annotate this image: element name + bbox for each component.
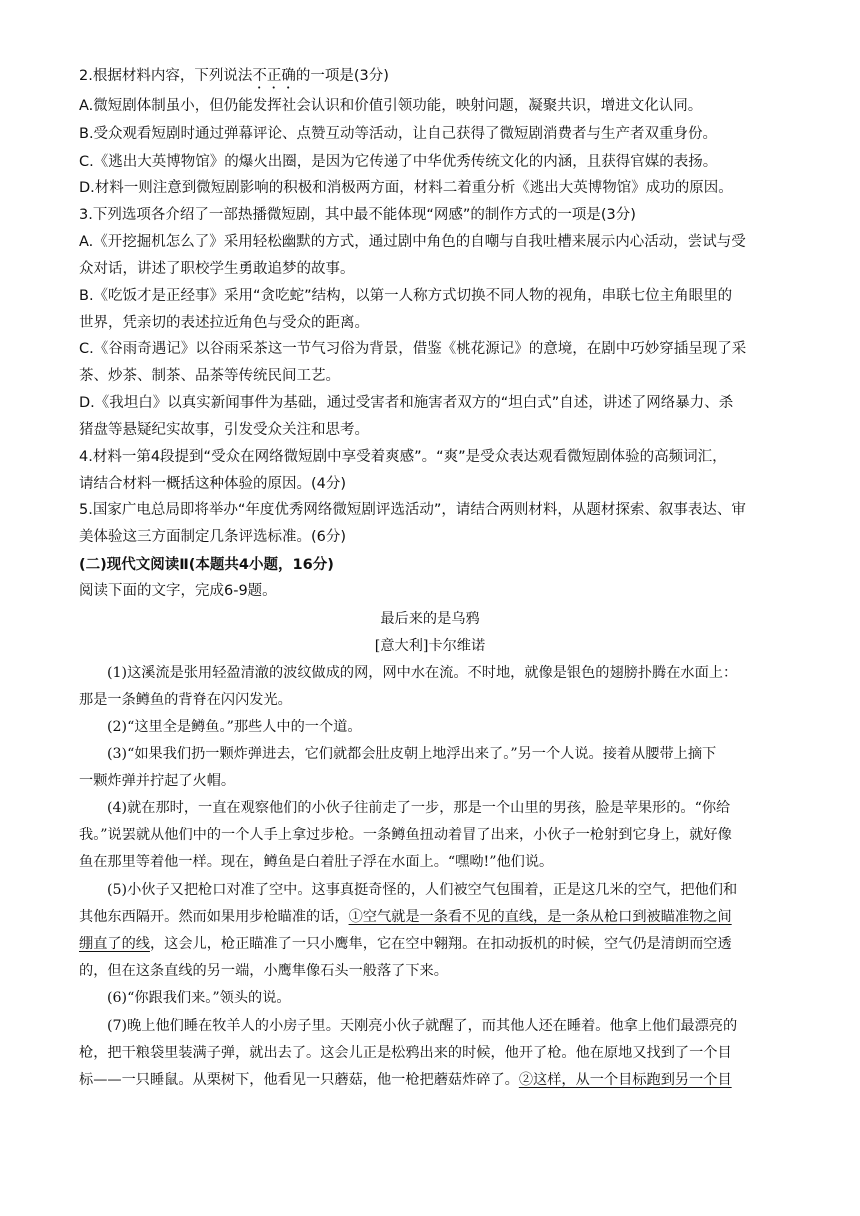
story-paragraph-5-line4: 的，但在这条直线的另一端，小鹰隼像石头一般落了下来。 (79, 963, 448, 979)
story-paragraph-1-line2: 那是一条鳟鱼的背脊在闪闪发光。 (79, 692, 292, 708)
question-5-line1: 5.国家广电总局即将举办“年度优秀网络微短剧评选活动”，请结合两则材料，从题材探索、叙事表达、审 (79, 502, 746, 518)
story-paragraph-3-line2: 一颗炸弹并拧起了火帽。 (79, 773, 236, 789)
section-instruction: 阅读下面的文字，完成6-9题。 (79, 583, 277, 599)
story-paragraph-4-line1: (4)就在那时，一直在观察他们的小伙子往前走了一步，那是一个山里的男孩，脸是苹果形的。“你给 (107, 800, 731, 816)
story-paragraph-7-line2: 枪，把干粮袋里装满子弹，就出去了。这会儿正是松鸦出来的时候，他开了枪。他在原地又找到了一个目 (79, 1045, 732, 1061)
story-author: [意大利]卡尔维诺 (374, 638, 486, 654)
story-paragraph-5-line2: 其他东西隔开。然而如果用步枪瞄准的话，①空气就是一条看不见的直线，是一条从枪口到被瞄准物之间 (79, 909, 732, 925)
story-paragraph-3-line1: (3)“如果我们扔一颗炸弹进去，它们就都会肚皮朝上地浮出来了。”另一个人说。接着从腰带上摘下 (107, 746, 717, 762)
story-paragraph-2: (2)“这里全是鳟鱼。”那些人中的一个道。 (107, 719, 362, 735)
q3-option-a-line1: A.《开挖掘机怎么了》采用轻松幽默的方式，通过剧中角色的自嘲与自我吐槽来展示内心活动，尝试与受 (79, 234, 746, 250)
underlined-sentence-1: ①空气就是一条看不见的直线，是一条从枪口到被瞄准物之间 (348, 909, 732, 925)
story-paragraph-7-line3: 标——一只睡鼠。从栗树下，他看见一只蘑菇，他一枪把蘑菇炸碎了。②这样，从一个目标跑到另一个目 (79, 1072, 732, 1088)
story-paragraph-1-line1: (1)这溪流是张用轻盈清澈的波纹做成的网，网中水在流。不时地，就像是银色的翅膀扑腾在水面上： (107, 665, 738, 681)
section-heading: (二)现代文阅读Ⅱ(本题共4小题，16分) (79, 557, 334, 573)
story-paragraph-7-line1: (7)晚上他们睡在牧羊人的小房子里。天刚亮小伙子就醒了，而其他人还在睡着。他拿上他们最漂亮的 (107, 1018, 738, 1034)
q3-option-d-line1: D.《我坦白》以真实新闻事件为基础，通过受害者和施害者双方的“坦白式”自述，讲述了网络暴力、杀 (79, 395, 734, 411)
q3-option-b-line2: 世界，凭亲切的表述拉近角色与受众的距离。 (79, 315, 369, 331)
underlined-sentence-2: ②这样，从一个目标跑到另一个目 (518, 1072, 732, 1088)
q2-option-c: C.《逃出大英博物馆》的爆火出圈，是因为它传递了中华优秀传统文化的内涵，且获得官媒的表扬。 (79, 154, 718, 170)
q3-option-c-line2: 茶、炒茶、制茶、品茶等传统民间工艺。 (79, 368, 340, 384)
question-4-line2: 请结合材料一概括这种体验的原因。(4分) (79, 476, 347, 492)
story-paragraph-4-line2: 我。”说罢就从他们中的一个人手上拿过步枪。一条鳟鱼扭动着冒了出来，小伙子一枪射到它身上，就好像 (79, 827, 732, 843)
q2-option-b: B.受众观看短剧时通过弹幕评论、点赞互动等活动，让自己获得了微短剧消费者与生产者双重身份。 (79, 126, 718, 142)
question-5-line2: 美体验这三方面制定几条评选标准。(6分) (79, 529, 347, 545)
q3-option-a-line2: 众对话，讲述了职校学生勇敢追梦的故事。 (79, 261, 355, 277)
q2-option-d: D.材料一则注意到微短剧影响的积极和消极两方面，材料二着重分析《逃出大英博物馆》成功的原因。 (79, 180, 733, 196)
story-paragraph-4-line3: 鱼在那里等着他一样。现在，鳟鱼是白着肚子浮在水面上。“嘿呦!”他们说。 (79, 854, 554, 870)
question-4-line1: 4.材料一第4段提到“受众在网络微短剧中享受着爽感”。“爽”是受众表达观看微短剧体验的高频词汇， (79, 449, 727, 465)
question-3-stem: 3.下列选项各介绍了一部热播微短剧，其中最不能体现“网感”的制作方式的一项是(3分) (79, 207, 636, 223)
q2-option-a: A.微短剧体制虽小，但仍能发挥社会认识和价值引领功能，映射问题，凝聚共识，增进文化认同。 (79, 98, 703, 114)
q3-option-b-line1: B.《吃饭才是正经事》采用“贪吃蛇”结构，以第一人称方式切换不同人物的视角，串联七位主角眼里的 (79, 288, 733, 304)
story-paragraph-5-line3: 绷直了的线，这会儿，枪正瞄准了一只小鹰隼，它在空中翱翔。在扣动扳机的时候，空气仍是清朗而空透 (79, 936, 732, 952)
underlined-sentence-1-end: 绷直了的线 (79, 936, 150, 952)
story-title: 最后来的是乌鸦 (380, 611, 480, 627)
q3-option-d-line2: 猪盘等悬疑纪实故事，引发受众关注和思考。 (79, 422, 369, 438)
emphasis-text: 不正确 (252, 68, 296, 84)
q3-option-c-line1: C.《谷雨奇遇记》以谷雨采茶这一节气习俗为背景，借鉴《桃花源记》的意境，在剧中巧妙穿插呈现了采 (79, 341, 747, 357)
story-paragraph-6: (6)“你跟我们来。”领头的说。 (107, 990, 291, 1006)
question-2-stem: 2.根据材料内容，下列说法不正确的一项是(3分) (79, 68, 389, 84)
story-paragraph-5-line1: (5)小伙子又把枪口对准了空中。这事真挺奇怪的，人们被空气包围着，正是这几米的空气，把他们和 (107, 882, 738, 898)
